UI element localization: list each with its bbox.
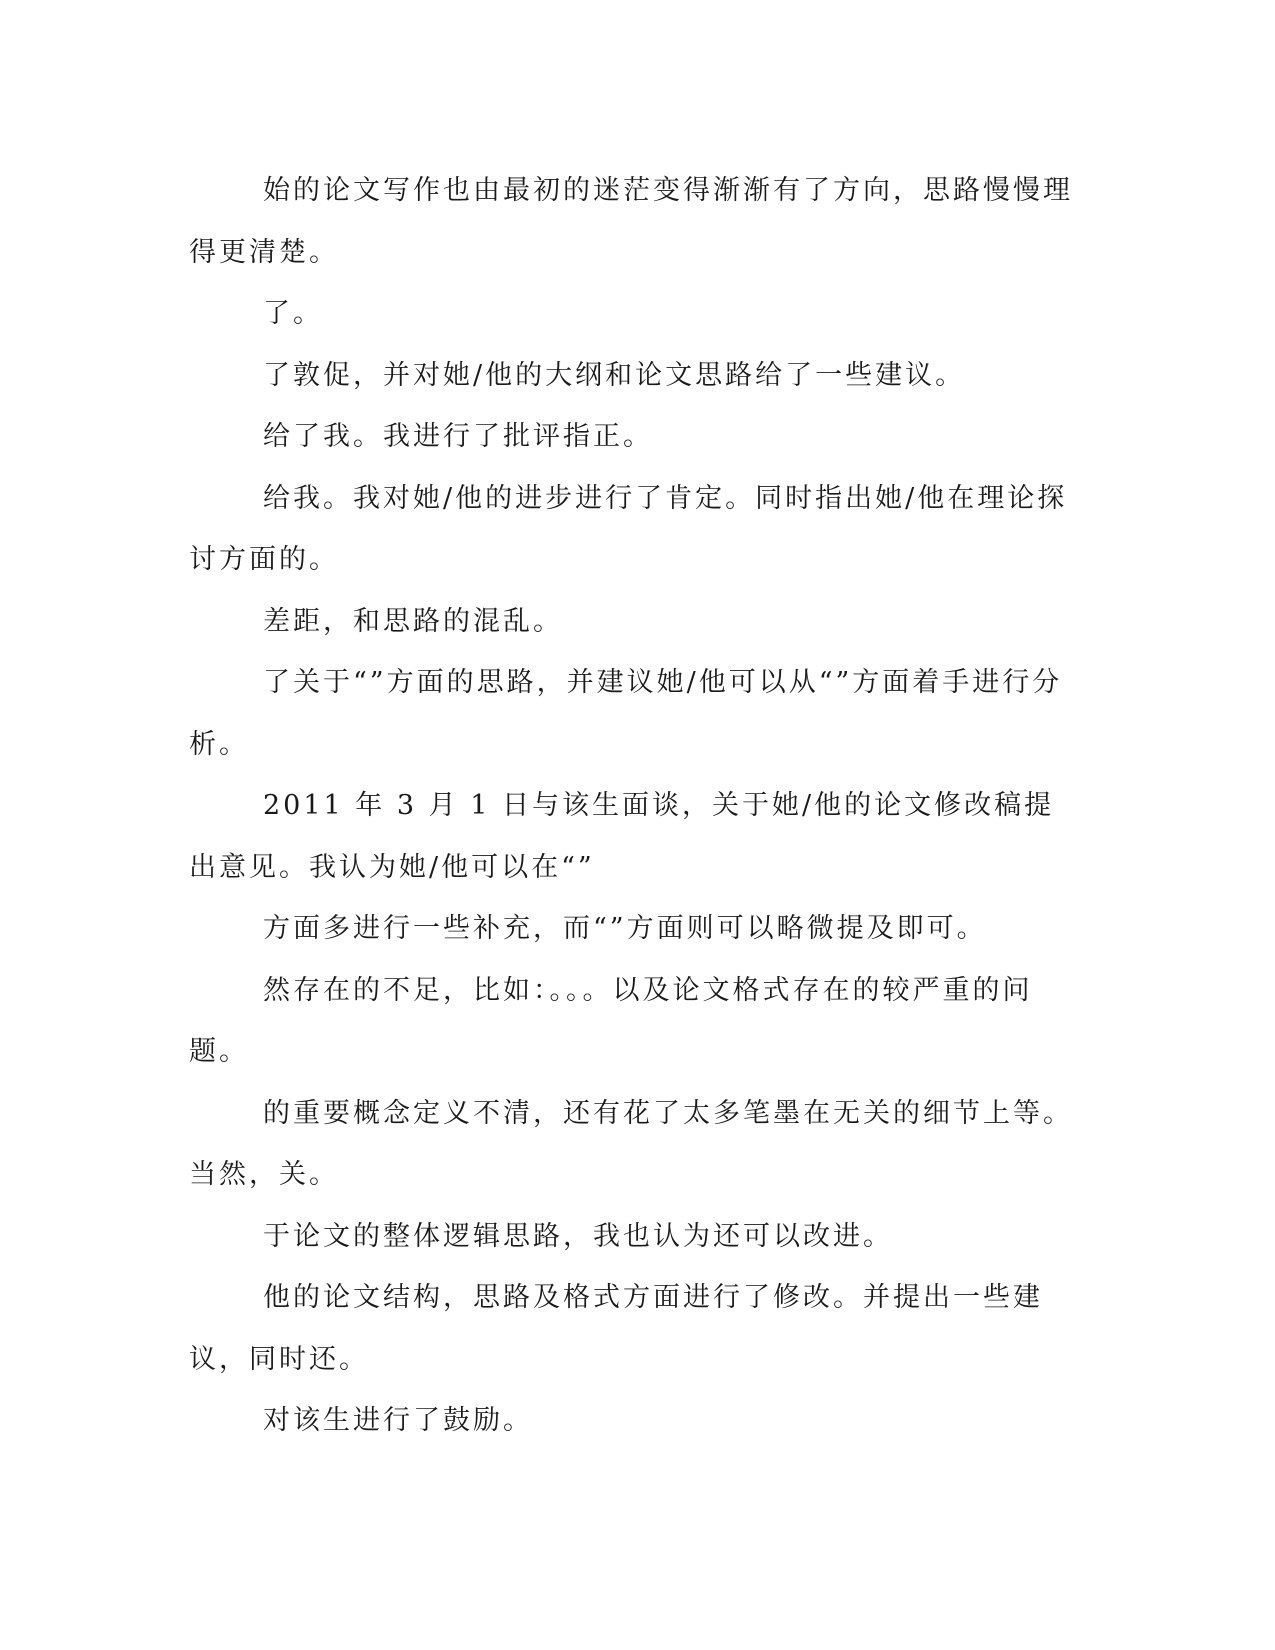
paragraph: 给了我。我进行了批评指正。 [263,421,653,452]
paragraph: 差距，和思路的混乱。 [263,605,563,637]
paragraph: 给我。我对她/他的进步进行了肯定。同时指出她/他在理论探讨方面的。 [189,482,1068,575]
paragraph: 然存在的不足，比如：。。。以及论文格式存在的较严重的问题。 [189,974,1033,1067]
document-body [189,160,1077,1452]
paragraph: 始的论文写作也由最初的迷茫变得渐渐有了方向，思路慢慢理得更清楚。 [189,175,1073,268]
paragraph: 2011 年 3 月 1 日与该生面谈，关于她/他的论文修改稿提出意见。我认为她/他可以在“” [189,790,1055,883]
paragraph: 了。 [263,298,323,329]
paragraph: 了关于“”方面的思路，并建议她/他可以从“”方面着手进行分析。 [189,667,1063,760]
paragraph: 的重要概念定义不清，还有花了太多笔墨在无关的细节上等。当然，关。 [189,1097,1073,1190]
paragraph: 于论文的整体逻辑思路，我也认为还可以改进。 [263,1220,893,1252]
paragraph: 方面多进行一些补充，而“”方面则可以略微提及即可。 [263,913,987,944]
paragraph: 了敦促，并对她/他的大纲和论文思路给了一些建议。 [263,359,966,391]
paragraph: 他的论文结构，思路及格式方面进行了修改。并提出一些建议，同时还。 [189,1282,1043,1375]
paragraph: 对该生进行了鼓励。 [263,1405,533,1436]
